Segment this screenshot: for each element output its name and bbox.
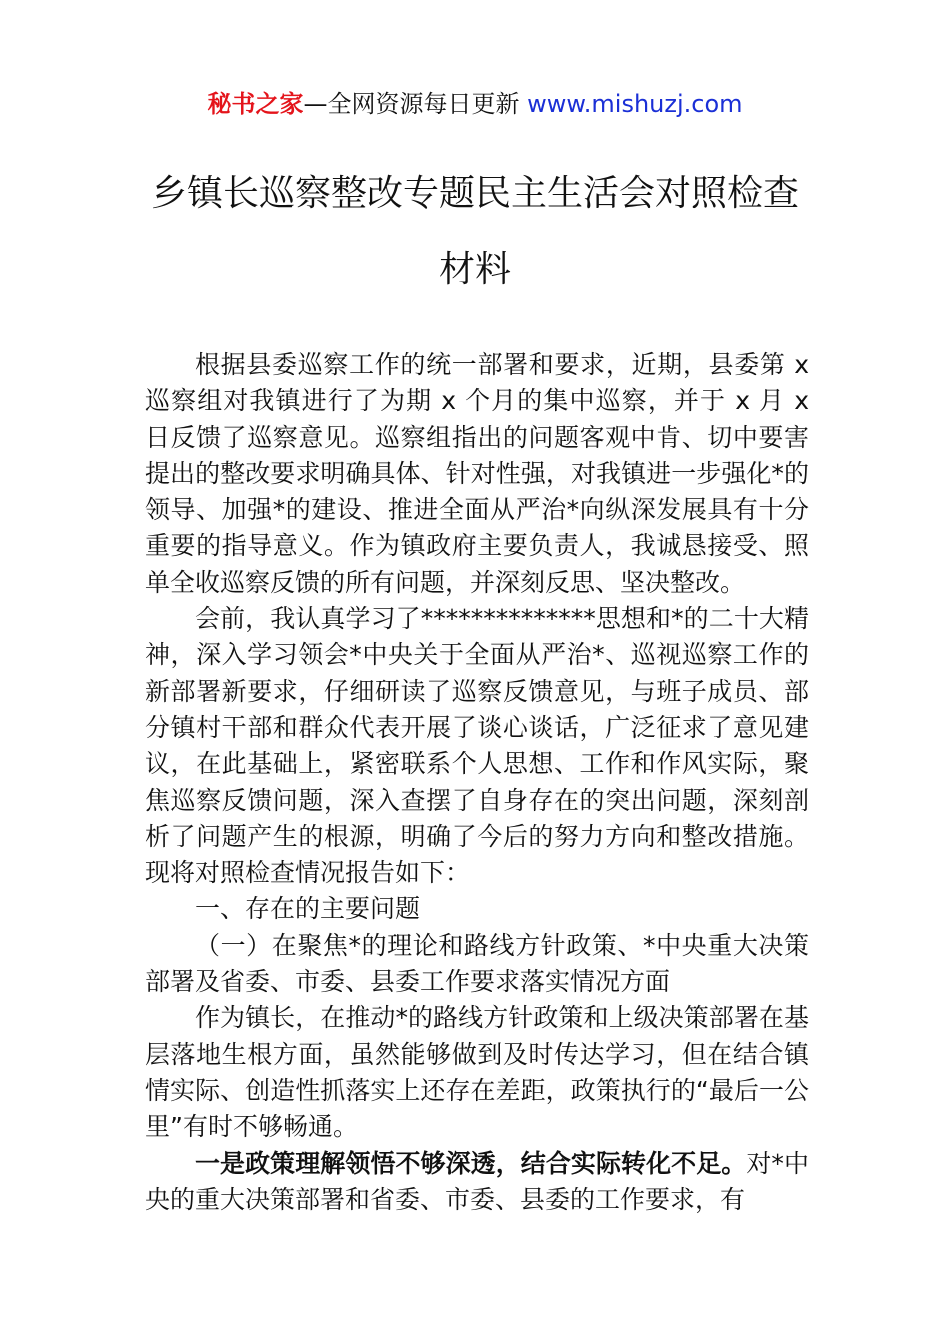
title-line-1: 乡镇长巡察整改专题民主生活会对照检查	[150, 173, 799, 214]
point-1-lead: 一是政策理解领悟不够深透，结合实际转化不足。	[195, 1148, 747, 1178]
point-1-text: 对*中央的重大决策部署和省委、市委、县委的工作要求，有	[145, 1148, 809, 1214]
paragraph-policy-implementation: 作为镇长，在推动*的路线方针政策和上级决策部署在基层落地生根方面，虽然能够做到及时传达学习，但在结合镇情实际、创造性抓落实上还存在差距，政策执行的“最后一公里”有时不够畅通。	[145, 1003, 809, 1142]
header-tagline: —全网资源每日更新	[303, 90, 528, 118]
brand-name: 秘书之家	[207, 90, 304, 118]
document-title	[0, 156, 950, 308]
subsection-heading-policy-implementation: （一）在聚焦*的理论和路线方针政策、*中央重大决策部署及省委、市委、县委工作要求落实情况方面	[145, 930, 809, 997]
document-body	[145, 347, 809, 1218]
paragraph-point-1	[145, 1146, 809, 1219]
paragraph-intro: 根据县委巡察工作的统一部署和要求，近期，县委第 x 巡察组对我镇进行了为期 x 个月的集中巡察，并于 x 月 x 日反馈了巡察意见。巡察组指出的问题客观中肯、切中要害提出的整改要求明确具体、针对性强，对我镇进一步强化*的领导、加强*的建设、推进全面从严治*向纵深发展具有十分重要的指导意义。作为镇政府主要负责人，我诚恳接受、照单全收巡察反馈的所有问题，并深刻反思、坚决整改。	[145, 350, 809, 597]
site-url-link[interactable]: www.mishuzj.com	[527, 90, 743, 118]
title-line-2: 材料	[438, 249, 511, 290]
section-heading-main-problems: 一、存在的主要问题	[195, 894, 421, 924]
paragraph-preparation: 会前，我认真学习了**************思想和*的二十大精神，深入学习领会*中央关于全面从严治*、巡视巡察工作的新部署新要求，仔细研读了巡察反馈意见，与班子成员、部分镇村干部和群众代表开展了谈心谈话，广泛征求了意见建议，在此基础上，紧密联系个人思想、工作和作风实际，聚焦巡察反馈问题，深入查摆了自身存在的突出问题，深刻剖析了问题产生的根源，明确了今后的努力方向和整改措施。现将对照检查情况报告如下：	[145, 604, 809, 888]
site-header	[0, 86, 950, 122]
